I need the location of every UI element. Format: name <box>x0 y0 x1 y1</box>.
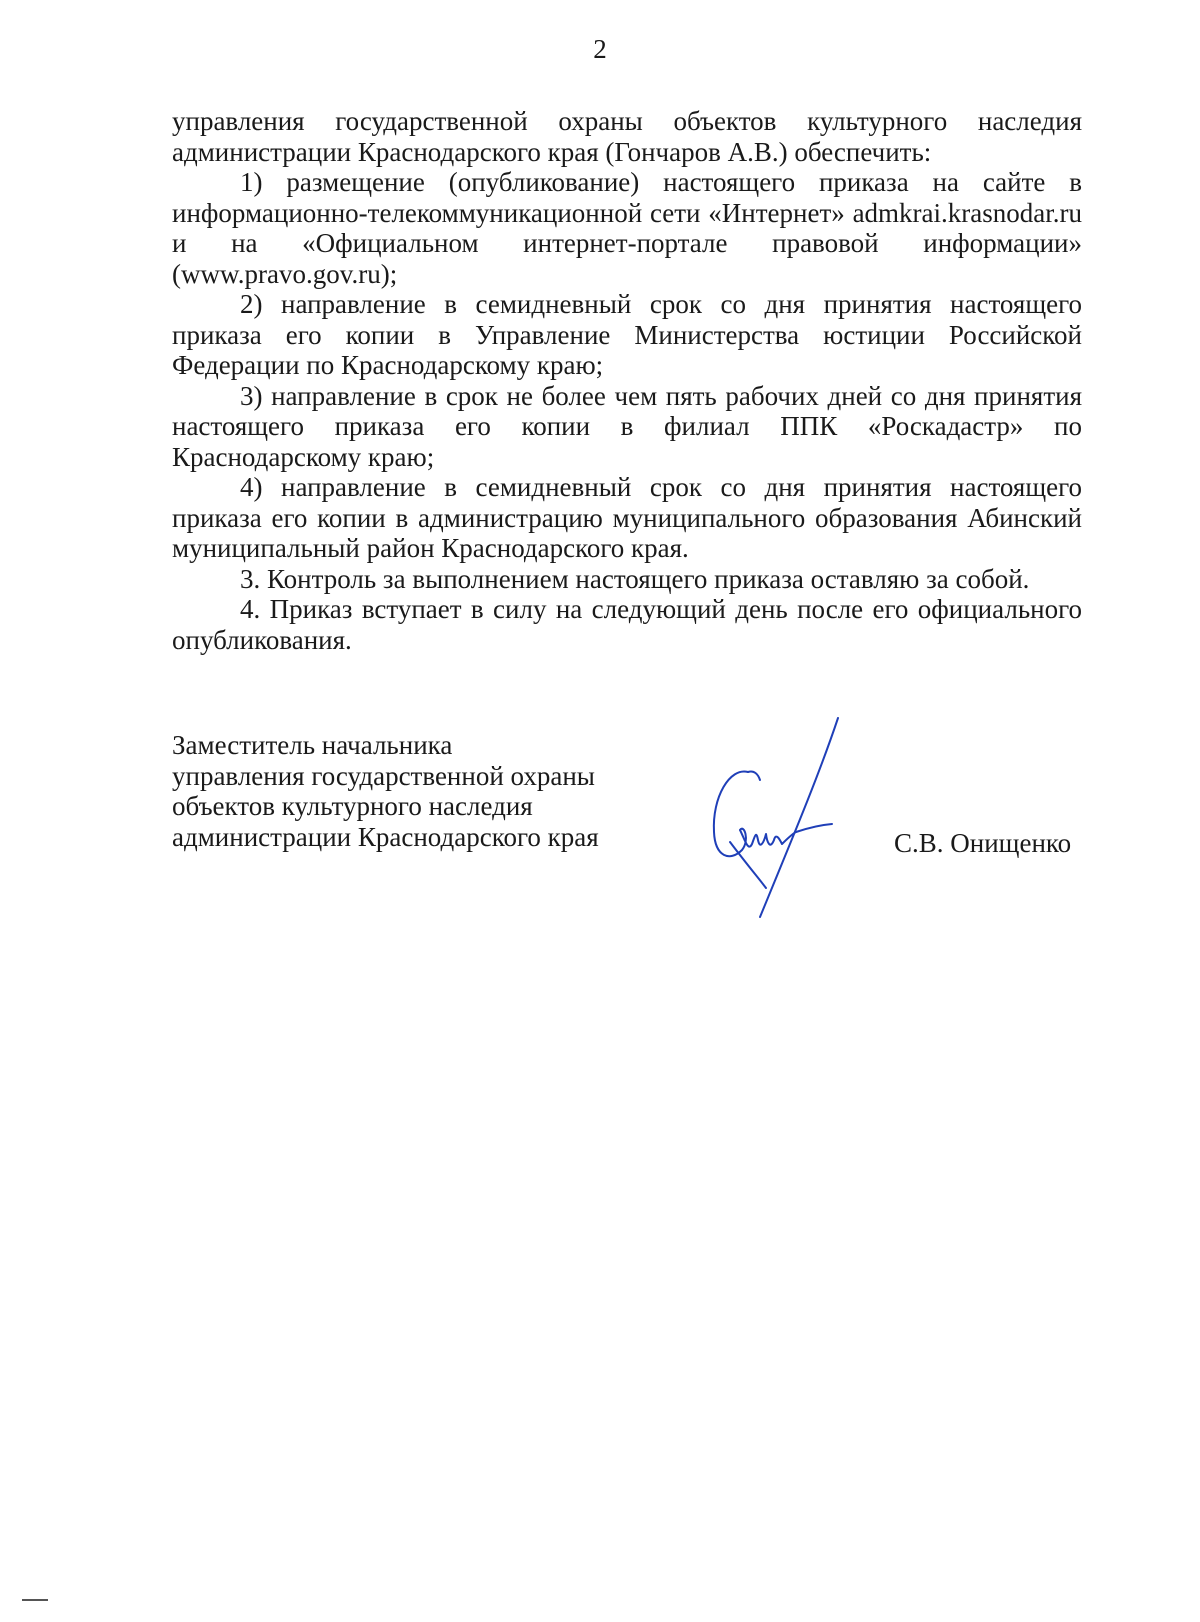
signatory-position <box>172 730 632 852</box>
paragraph-item-2-ministry-of-justice: 2) направление в семидневный срок со дня принятия настоящего приказа его копии в Управление Министерства юстиции Российской Федерации по Краснодарскому краю; <box>172 289 1082 380</box>
paragraph-item-4-municipality: 4) направление в семидневный срок со дня принятия настоящего приказа его копии в администрацию муниципального образования Абинский муниципальный район Краснодарского края. <box>172 472 1082 563</box>
signatory-name: С.В. Онищенко <box>894 828 1072 858</box>
page-number: 2 <box>593 34 607 64</box>
paragraph-clause-4-effective-date: 4. Приказ вступает в силу на следующий день после его официального опубликования. <box>172 594 1082 655</box>
paragraph-item-3-roskadastr: 3) направление в срок не более чем пять рабочих дней со дня принятия настоящего приказа его копии в филиал ППК «Роскадастр» по Краснодарскому краю; <box>172 380 1082 472</box>
signatory-position-line: администрации Краснодарского края <box>172 821 599 852</box>
paragraph-clause-3-control: 3. Контроль за выполнением настоящего приказа оставляю за собой. <box>240 563 1030 594</box>
signatory-position-line: управления государственной охраны <box>172 760 595 791</box>
signatory-position-line: Заместитель начальника <box>172 730 453 760</box>
scan-edge-mark <box>22 1599 48 1601</box>
handwritten-signature <box>700 712 860 924</box>
document-body <box>172 106 1082 655</box>
paragraph-continuation: управления государственной охраны объектов культурного наследия администрации Краснодарского края (Гончаров А.В.) обеспечить: <box>172 106 1082 167</box>
paragraph-item-1-publication: 1) размещение (опубликование) настоящего приказа на сайте в информационно-телекоммуникационной сети «Интернет» admkrai.krasnodar.ru и на «Официальном интернет-портале правовой информации» (www.pravo.gov.ru); <box>172 167 1082 289</box>
signatory-position-line: объектов культурного наследия <box>172 791 533 821</box>
